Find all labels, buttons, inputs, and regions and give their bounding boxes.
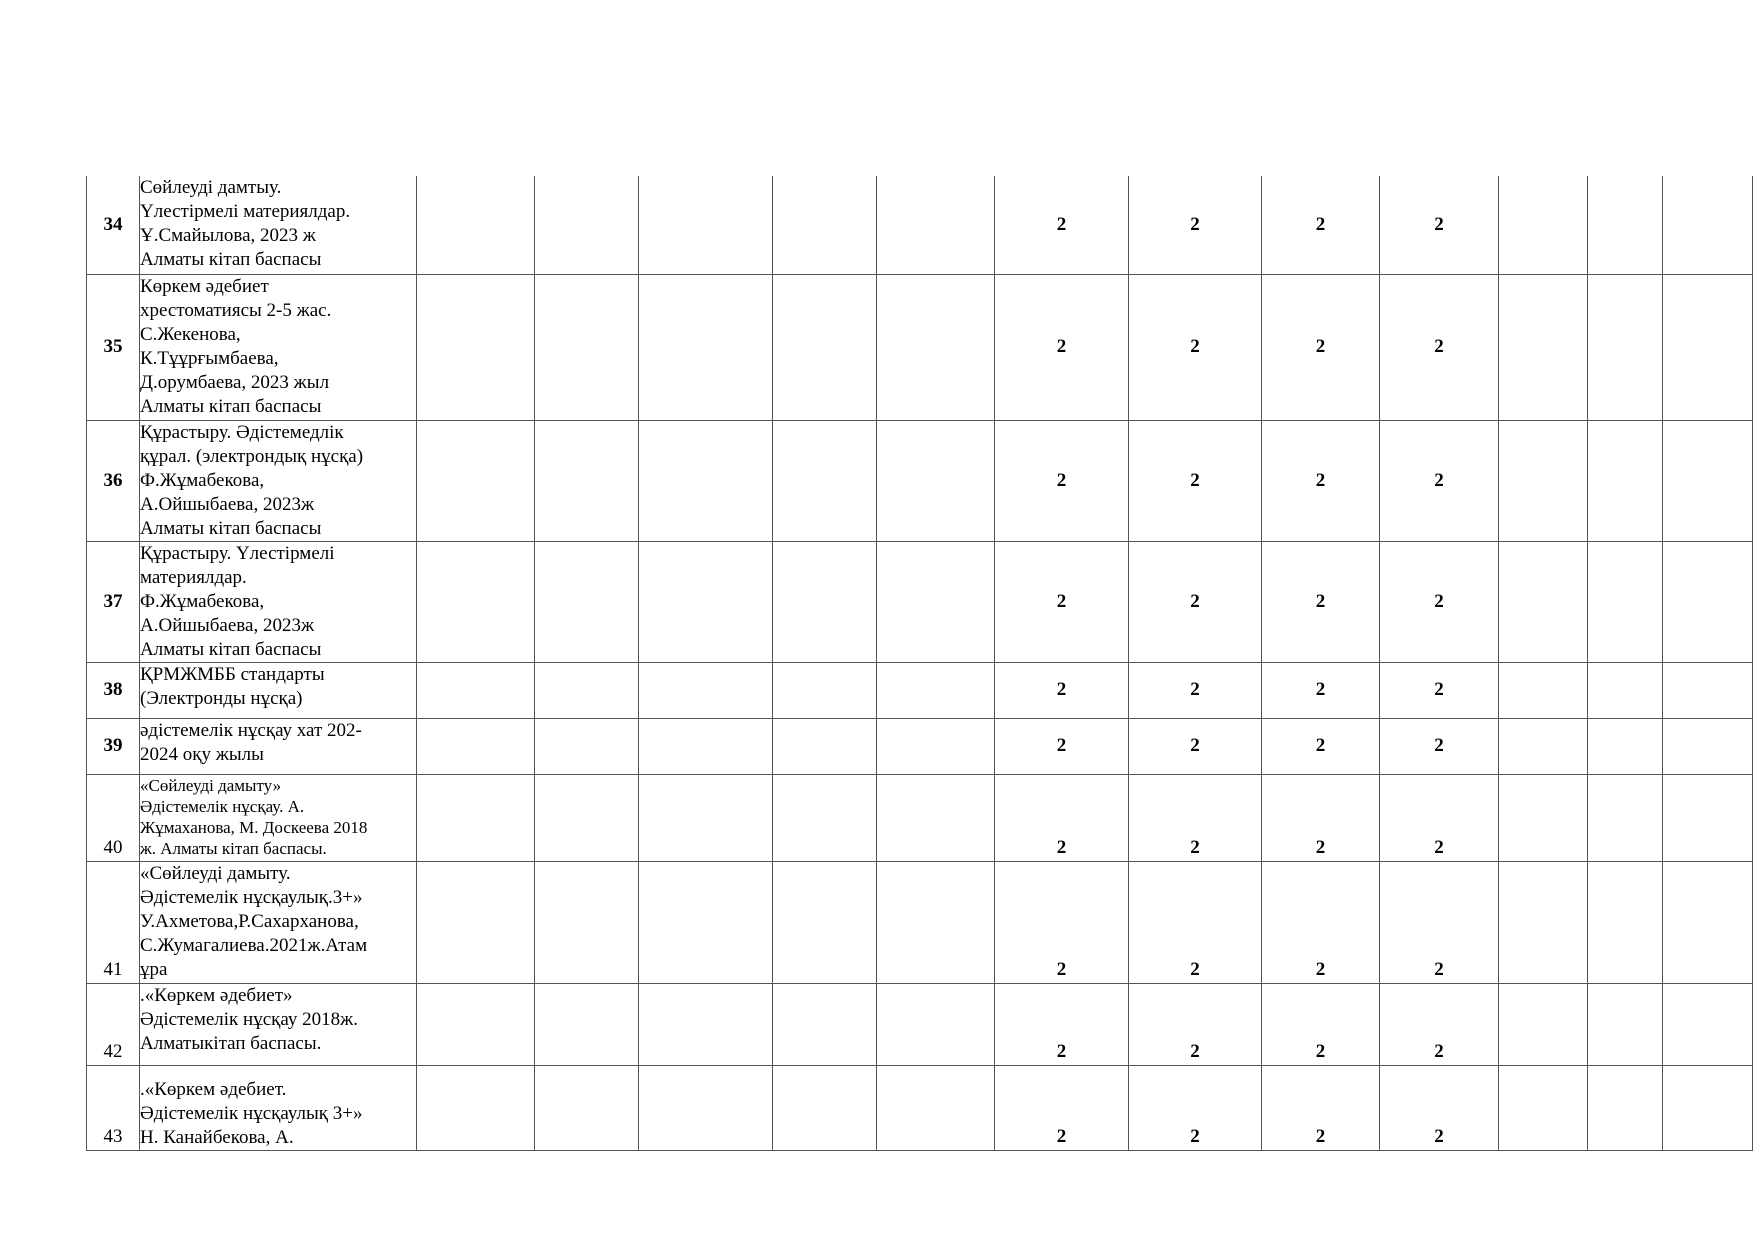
- value-cell: 2: [1262, 861, 1380, 983]
- value-cell: 2: [1129, 662, 1262, 718]
- table-row: [87, 983, 1753, 1065]
- book-title: ҚРМЖМББ стандарты (Электронды нұсқа): [140, 662, 417, 718]
- empty-cell: [1499, 274, 1588, 420]
- empty-cell: [1588, 274, 1663, 420]
- empty-cell: [1588, 662, 1663, 718]
- empty-cell: [773, 774, 877, 861]
- value-cell: 2: [1380, 861, 1499, 983]
- book-title: .«Көркем әдебиет» Әдістемелік нұсқау 2018ж. Алматыкітап баспасы.: [140, 983, 417, 1065]
- empty-cell: [877, 861, 995, 983]
- value-cell: 2: [1262, 176, 1380, 274]
- empty-cell: [535, 718, 639, 774]
- empty-cell: [639, 541, 773, 662]
- value-cell: 2: [995, 274, 1129, 420]
- empty-cell: [1663, 774, 1753, 861]
- table-row: [87, 774, 1753, 861]
- empty-cell: [639, 718, 773, 774]
- row-number: 41: [87, 861, 140, 983]
- value-cell: 2: [1262, 662, 1380, 718]
- empty-cell: [1499, 420, 1588, 541]
- empty-cell: [1588, 541, 1663, 662]
- empty-cell: [417, 861, 535, 983]
- table-body: [87, 176, 1753, 1150]
- value-cell: 2: [1380, 274, 1499, 420]
- value-cell: 2: [1129, 1065, 1262, 1150]
- value-cell: 2: [1380, 774, 1499, 861]
- empty-cell: [1588, 774, 1663, 861]
- empty-cell: [773, 718, 877, 774]
- empty-cell: [417, 983, 535, 1065]
- table-row: [87, 274, 1753, 420]
- empty-cell: [1663, 176, 1753, 274]
- empty-cell: [417, 420, 535, 541]
- empty-cell: [535, 662, 639, 718]
- empty-cell: [417, 274, 535, 420]
- empty-cell: [773, 983, 877, 1065]
- table-row: [87, 861, 1753, 983]
- value-cell: 2: [1380, 176, 1499, 274]
- empty-cell: [535, 176, 639, 274]
- empty-cell: [417, 541, 535, 662]
- value-cell: 2: [1380, 541, 1499, 662]
- empty-cell: [1663, 718, 1753, 774]
- empty-cell: [639, 983, 773, 1065]
- empty-cell: [639, 274, 773, 420]
- empty-cell: [1663, 983, 1753, 1065]
- value-cell: 2: [995, 1065, 1129, 1150]
- empty-cell: [877, 718, 995, 774]
- empty-cell: [1663, 274, 1753, 420]
- book-title: .«Көркем әдебиет. Әдістемелік нұсқаулық 3+» Н. Канайбекова, А.: [140, 1065, 417, 1150]
- row-number: 43: [87, 1065, 140, 1150]
- value-cell: 2: [1380, 420, 1499, 541]
- row-number: 38: [87, 662, 140, 718]
- empty-cell: [1499, 718, 1588, 774]
- empty-cell: [639, 1065, 773, 1150]
- empty-cell: [877, 541, 995, 662]
- empty-cell: [1663, 420, 1753, 541]
- table-row: [87, 541, 1753, 662]
- value-cell: 2: [1262, 718, 1380, 774]
- empty-cell: [417, 176, 535, 274]
- row-number: 40: [87, 774, 140, 861]
- row-number: 34: [87, 176, 140, 274]
- value-cell: 2: [1262, 541, 1380, 662]
- book-title: Құрастыру. Үлестірмелі материялдар. Ф.Жұмабекова, А.Ойшыбаева, 2023ж Алматы кітап баспасы: [140, 541, 417, 662]
- value-cell: 2: [995, 541, 1129, 662]
- empty-cell: [535, 274, 639, 420]
- book-title: Көркем әдебиет хрестоматиясы 2-5 жас. С.Жекенова, К.Тұұрғымбаева, Д.орумбаева, 2023 жыл Алматы кітап баспасы: [140, 274, 417, 420]
- empty-cell: [639, 861, 773, 983]
- empty-cell: [1499, 774, 1588, 861]
- empty-cell: [877, 983, 995, 1065]
- empty-cell: [535, 420, 639, 541]
- empty-cell: [417, 774, 535, 861]
- empty-cell: [1499, 1065, 1588, 1150]
- empty-cell: [773, 541, 877, 662]
- empty-cell: [1499, 983, 1588, 1065]
- book-title: Құрастыру. Әдістемедлік құрал. (электрондық нұсқа) Ф.Жұмабекова, А.Ойшыбаева, 2023ж Алматы кітап баспасы: [140, 420, 417, 541]
- empty-cell: [1663, 541, 1753, 662]
- value-cell: 2: [1129, 274, 1262, 420]
- empty-cell: [773, 274, 877, 420]
- empty-cell: [1588, 718, 1663, 774]
- empty-cell: [1588, 861, 1663, 983]
- value-cell: 2: [995, 861, 1129, 983]
- value-cell: 2: [995, 718, 1129, 774]
- empty-cell: [1499, 176, 1588, 274]
- empty-cell: [639, 420, 773, 541]
- empty-cell: [417, 718, 535, 774]
- row-number: 42: [87, 983, 140, 1065]
- empty-cell: [877, 176, 995, 274]
- empty-cell: [877, 662, 995, 718]
- empty-cell: [773, 176, 877, 274]
- empty-cell: [535, 774, 639, 861]
- value-cell: 2: [1380, 983, 1499, 1065]
- inventory-table: [86, 176, 1753, 1151]
- empty-cell: [1663, 861, 1753, 983]
- value-cell: 2: [1380, 1065, 1499, 1150]
- empty-cell: [773, 861, 877, 983]
- empty-cell: [1588, 176, 1663, 274]
- empty-cell: [877, 1065, 995, 1150]
- value-cell: 2: [1380, 718, 1499, 774]
- empty-cell: [877, 420, 995, 541]
- empty-cell: [535, 861, 639, 983]
- value-cell: 2: [1262, 774, 1380, 861]
- empty-cell: [535, 541, 639, 662]
- value-cell: 2: [1262, 1065, 1380, 1150]
- value-cell: 2: [995, 774, 1129, 861]
- table-row: [87, 176, 1753, 274]
- table-row: [87, 718, 1753, 774]
- empty-cell: [1499, 861, 1588, 983]
- value-cell: 2: [1129, 541, 1262, 662]
- table-row: [87, 1065, 1753, 1150]
- value-cell: 2: [1380, 662, 1499, 718]
- value-cell: 2: [995, 420, 1129, 541]
- book-title: әдістемелік нұсқау хат 202- 2024 оқу жылы: [140, 718, 417, 774]
- empty-cell: [417, 1065, 535, 1150]
- value-cell: 2: [1129, 718, 1262, 774]
- value-cell: 2: [1129, 983, 1262, 1065]
- row-number: 37: [87, 541, 140, 662]
- row-number: 35: [87, 274, 140, 420]
- empty-cell: [1499, 541, 1588, 662]
- empty-cell: [535, 1065, 639, 1150]
- table-row: [87, 662, 1753, 718]
- empty-cell: [773, 1065, 877, 1150]
- book-title: Сөйлеуді дамтыу. Үлестірмелі материялдар. Ұ.Смайылова, 2023 ж Алматы кітап баспасы: [140, 176, 417, 274]
- empty-cell: [877, 274, 995, 420]
- empty-cell: [1663, 662, 1753, 718]
- empty-cell: [639, 176, 773, 274]
- empty-cell: [773, 420, 877, 541]
- empty-cell: [877, 774, 995, 861]
- value-cell: 2: [1262, 274, 1380, 420]
- value-cell: 2: [995, 176, 1129, 274]
- value-cell: 2: [1129, 176, 1262, 274]
- book-title: «Сөйлеуді дамыту» Әдістемелік нұсқау. А. Жұмаханова, М. Доскеева 2018 ж. Алматы кітап баспасы.: [140, 774, 417, 861]
- empty-cell: [773, 662, 877, 718]
- empty-cell: [1663, 1065, 1753, 1150]
- empty-cell: [1588, 983, 1663, 1065]
- empty-cell: [535, 983, 639, 1065]
- value-cell: 2: [1262, 420, 1380, 541]
- value-cell: 2: [995, 983, 1129, 1065]
- empty-cell: [639, 662, 773, 718]
- table-row: [87, 420, 1753, 541]
- empty-cell: [1588, 1065, 1663, 1150]
- book-title: «Сөйлеуді дамыту. Әдістемелік нұсқаулық.3+» У.Ахметова,Р.Сахарханова, С.Жумагалиева.2021ж.Атам ұра: [140, 861, 417, 983]
- value-cell: 2: [1129, 420, 1262, 541]
- value-cell: 2: [1262, 983, 1380, 1065]
- row-number: 36: [87, 420, 140, 541]
- empty-cell: [1499, 662, 1588, 718]
- empty-cell: [639, 774, 773, 861]
- empty-cell: [417, 662, 535, 718]
- value-cell: 2: [1129, 861, 1262, 983]
- value-cell: 2: [1129, 774, 1262, 861]
- empty-cell: [1588, 420, 1663, 541]
- value-cell: 2: [995, 662, 1129, 718]
- row-number: 39: [87, 718, 140, 774]
